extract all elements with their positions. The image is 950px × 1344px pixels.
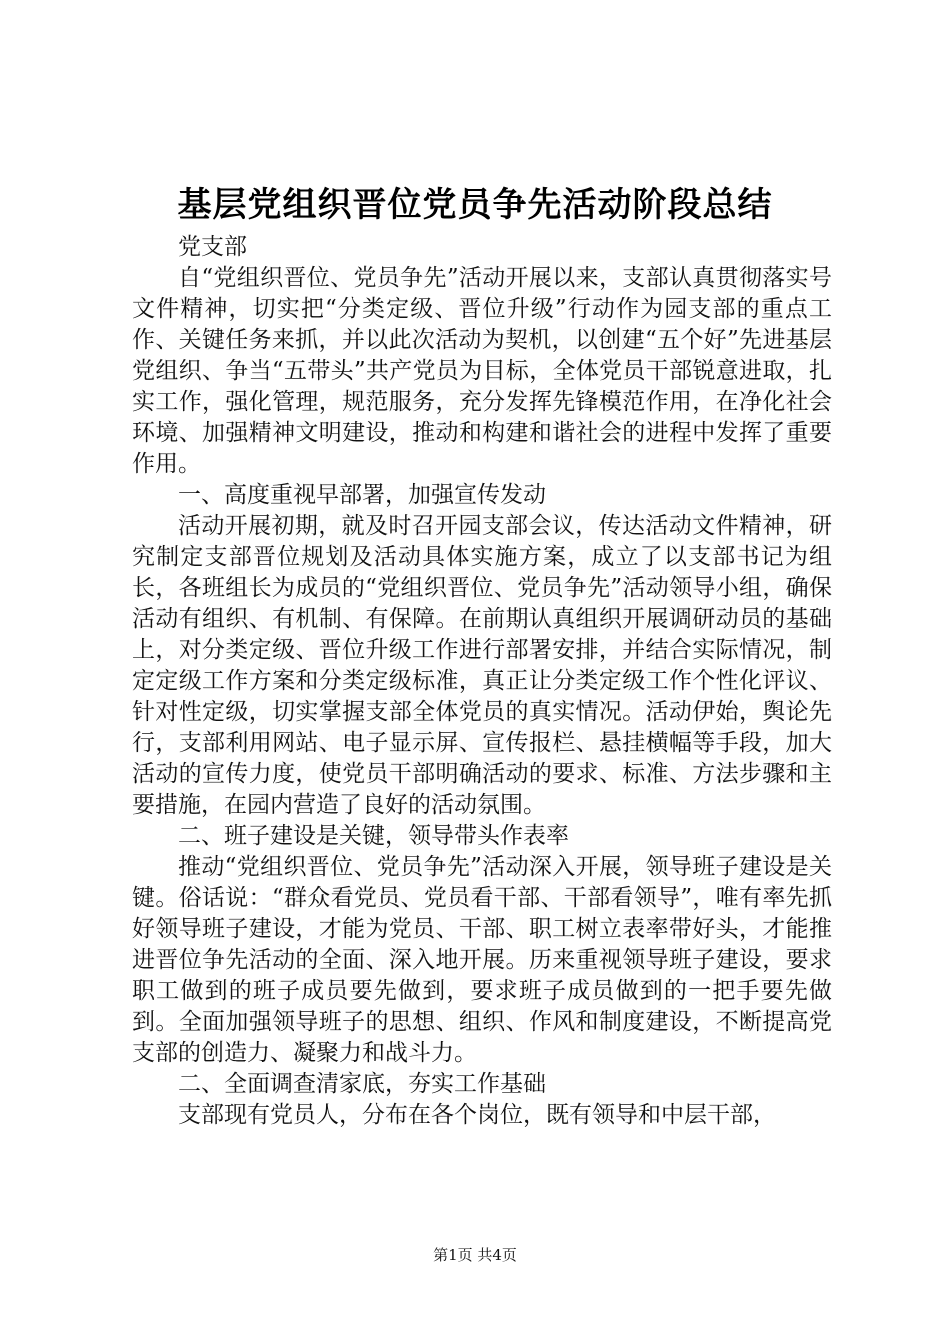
section-paragraph-3: 支部现有党员人，分布在各个岗位，既有领导和中层干部， (178, 1102, 776, 1128)
section-heading-2: 二、班子建设是关键，领导带头作表率 (178, 823, 569, 849)
document-body (132, 232, 832, 1131)
page-footer: 第1页 共4页 (433, 1246, 517, 1264)
section-paragraph-1: 活动开展初期，就及时召开园支部会议，传达活动文件精神，研究制定支部晋位规划及活动具体实施方案，成立了以支部书记为组长，各班组长为成员的“党组织晋位、党员争先”活动领导小组，确保活动有组织、有机制、有保障。在前期认真组织开展调研动员的基础上，对分类定级、晋位升级工作进行部署安排，并结合实际情况，制定定级工作方案和分类定级标准，真正让分类定级工作个性化评议、针对性定级，切实掌握支部全体党员的真实情况。活动伊始，舆论先行，支部利用网站、电子显示屏、宣传报栏、悬挂横幅等手段，加大活动的宣传力度，使党员干部明确活动的要求、标准、方法步骤和主要措施，在园内营造了良好的活动氛围。 (132, 513, 832, 818)
section-heading-1: 一、高度重视早部署，加强宣传发动 (178, 482, 546, 508)
section-paragraph-2: 推动“党组织晋位、党员争先”活动深入开展，领导班子建设是关键。俗话说：“群众看党员、党员看干部、干部看领导”，唯有率先抓好领导班子建设，才能为党员、干部、职工树立表率带好头，才能推进晋位争先活动的全面、深入地开展。历来重视领导班子建设，要求职工做到的班子成员要先做到，要求班子成员做到的一把手要先做到。全面加强领导班子的思想、组织、作风和制度建设，不断提高党支部的创造力、凝聚力和战斗力。 (132, 854, 832, 1066)
author-line: 党支部 (178, 234, 247, 260)
document-title: 基层党组织晋位党员争先活动阶段总结 (177, 185, 773, 225)
intro-paragraph: 自“党组织晋位、党员争先”活动开展以来，支部认真贯彻落实号文件精神，切实把“分类定级、晋位升级”行动作为园支部的重点工作、关键任务来抓，并以此次活动为契机，以创建“五个好”先进基层党组织、争当“五带头”共产党员为目标，全体党员干部锐意进取，扎实工作，强化管理，规范服务，充分发挥先锋模范作用，在净化社会环境、加强精神文明建设，推动和构建和谐社会的进程中发挥了重要作用。 (132, 265, 832, 477)
section-heading-3: 二、全面调查清家底，夯实工作基础 (178, 1071, 546, 1097)
